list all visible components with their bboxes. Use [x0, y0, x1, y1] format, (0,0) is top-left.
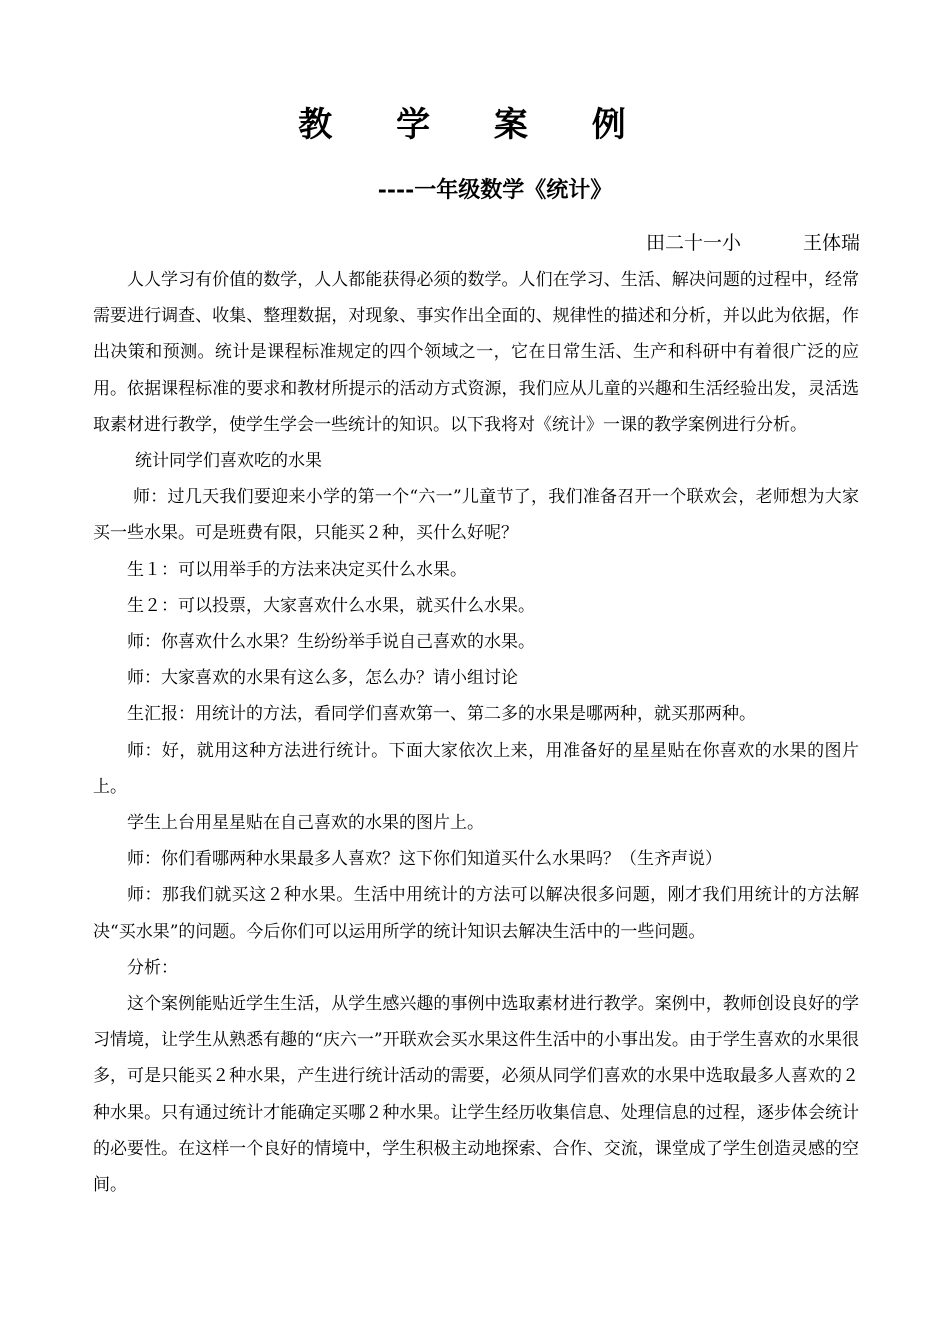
paragraph-dialog: 生汇报：用统计的方法，看同学们喜欢第一、第二多的水果是哪两种，就买那两种。: [127, 704, 756, 725]
paragraph-dialog: 生２：可以投票，大家喜欢什么水果，就买什么水果。: [127, 595, 535, 616]
paragraph-dialog: 师：好，就用这种方法进行统计。下面大家依次上来，用准备好的星星贴在你喜欢的水果的图片上。: [93, 740, 859, 797]
author-line: [646, 228, 860, 258]
author-name: 王体瑞: [802, 232, 860, 254]
paragraph-dialog: 师：你们看哪两种水果最多人喜欢？这下你们知道买什么水果吗？（生齐声说）: [127, 849, 722, 870]
paragraph-analysis-label: 分析：: [127, 957, 178, 978]
author-school: 田二十一小: [645, 232, 741, 254]
paragraph-dialog: 师：那我们就买这２种水果。生活中用统计的方法可以解决很多问题，刚才我们用统计的方法解决“买水果”的问题。今后你们可以运用所学的统计知识去解决生活中的一些问题。: [93, 885, 859, 942]
document-subtitle: ----一年级数学《统计》: [377, 177, 613, 203]
document-title: 教 学 案 例: [298, 105, 652, 145]
paragraph-dialog: 生１：可以用举手的方法来决定买什么水果。: [127, 559, 467, 580]
paragraph-analysis: 这个案例能贴近学生生活，从学生感兴趣的事例中选取素材进行教学。案例中，教师创设良好的学习情境，让学生从熟悉有趣的“庆六一”开联欢会买水果这件生活中的小事出发。由于学生喜欢的水果很多，可是只能买２种水果，产生进行统计活动的需要，必须从同学们喜欢的水果中选取最多人喜欢的２种水果。只有通过统计才能确定买哪２种水果。让学生经历收集信息、处理信息的过程，逐步体会统计的必要性。在这样一个良好的情境中，学生积极主动地探索、合作、交流，课堂成了学生创造灵感的空间。: [93, 994, 859, 1196]
paragraph-dialog: 师：你喜欢什么水果？生纷纷举手说自己喜欢的水果。: [127, 632, 535, 653]
paragraph-dialog: 师：过几天我们要迎来小学的第一个“六一”儿童节了，我们准备召开一个联欢会，老师想为大家买一些水果。可是班费有限，只能买２种，买什么好呢？: [93, 487, 859, 544]
paragraph-intro: 人人学习有价值的数学，人人都能获得必须的数学。人们在学习、生活、解决问题的过程中，经常需要进行调查、收集、整理数据，对现象、事实作出全面的、规律性的描述和分析，并以此为依据，作出决策和预测。统计是课程标准规定的四个领域之一，它在日常生活、生产和科研中有着很广泛的应用。依据课程标准的要求和教材所提示的活动方式资源，我们应从儿童的兴趣和生活经验出发，灵活选取素材进行教学，使学生学会一些统计的知识。以下我将对《统计》一课的教学案例进行分析。: [93, 270, 859, 435]
paragraph-dialog: 师：大家喜欢的水果有这么多，怎么办？请小组讨论: [127, 668, 518, 689]
document-body: [93, 262, 859, 1203]
paragraph-dialog: 学生上台用星星贴在自己喜欢的水果的图片上。: [127, 813, 484, 834]
paragraph-heading: 统计同学们喜欢吃的水果: [135, 451, 322, 472]
